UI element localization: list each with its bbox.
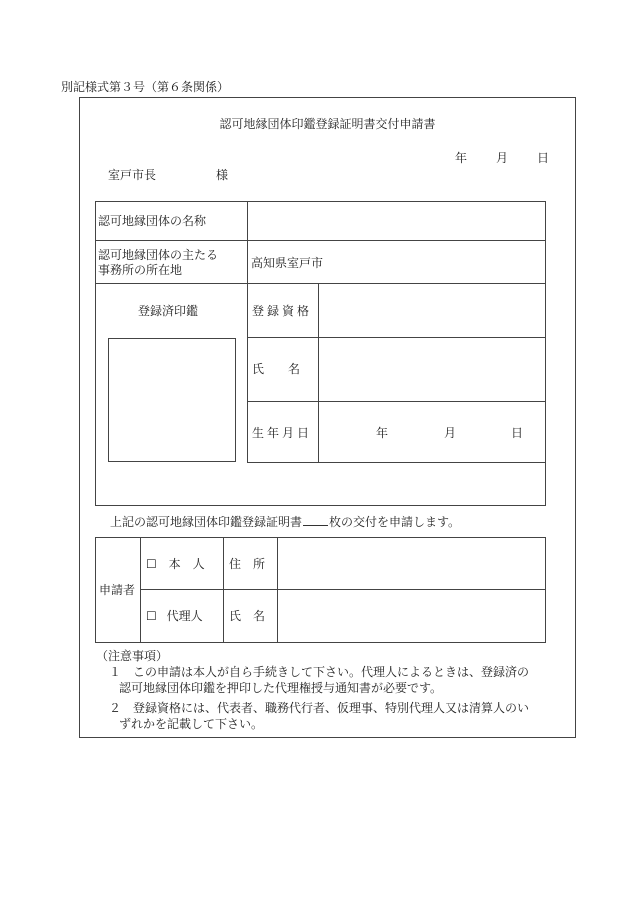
qualification-label: 登録資格 bbox=[252, 304, 313, 318]
birth-year-label: 年 bbox=[376, 426, 389, 440]
agent-label: 代理人 bbox=[166, 609, 203, 623]
date-year-label: 年 bbox=[455, 151, 468, 165]
note-2-line1: ２ 登録資格には、代表者、職務代行者、仮理事、特別代理人又は清算人のい bbox=[109, 701, 530, 715]
note-1-line2: 認可地縁団体印鑑を押印した代理権授与通知書が必要です。 bbox=[119, 681, 443, 695]
self-checkbox[interactable]: ☐ bbox=[146, 557, 157, 571]
addressee-name: 室戸市長 bbox=[108, 168, 157, 182]
self-option[interactable] bbox=[146, 557, 205, 571]
birth-month-label: 月 bbox=[444, 426, 457, 440]
birth-day-label: 日 bbox=[511, 426, 524, 440]
form-title: 認可地縁団体印鑑登録証明書交付申請書 bbox=[219, 117, 436, 131]
registered-seal-label: 登録済印鑑 bbox=[138, 304, 199, 318]
seal-stamp-box[interactable] bbox=[108, 338, 236, 462]
copies-count-field[interactable] bbox=[303, 515, 328, 526]
form-number-label: 別記様式第３号（第６条関係） bbox=[61, 80, 230, 94]
birthdate-label: 生年月日 bbox=[252, 426, 313, 440]
statement-text-after: 枚の交付を申請します。 bbox=[329, 515, 461, 529]
agent-name-label: 氏 名 bbox=[229, 609, 266, 623]
note-2-line2: ずれかを記載して下さい。 bbox=[119, 717, 264, 731]
name-label: 氏 名 bbox=[252, 362, 301, 376]
address-label: 住 所 bbox=[229, 557, 266, 571]
notes-heading: （注意事項） bbox=[96, 649, 169, 663]
org-name-label: 認可地縁団体の名称 bbox=[98, 214, 207, 228]
addressee-honorific: 様 bbox=[216, 168, 229, 182]
agent-option[interactable] bbox=[146, 609, 203, 623]
date-month-label: 月 bbox=[496, 151, 509, 165]
request-statement bbox=[110, 515, 460, 529]
agent-checkbox[interactable]: ☐ bbox=[146, 609, 157, 623]
applicant-label: 申請者 bbox=[99, 583, 136, 597]
statement-text-before: 上記の認可地縁団体印鑑登録証明書 bbox=[110, 515, 303, 529]
address-field[interactable] bbox=[278, 538, 545, 588]
office-location-value[interactable]: 高知県室戸市 bbox=[251, 256, 324, 270]
agent-name-field[interactable] bbox=[278, 590, 545, 642]
self-label: 本 人 bbox=[168, 557, 205, 571]
date-day-label: 日 bbox=[537, 151, 550, 165]
name-field[interactable] bbox=[319, 338, 545, 400]
org-name-field[interactable] bbox=[248, 202, 545, 239]
qualification-field[interactable] bbox=[319, 284, 545, 336]
office-label-line2: 事務所の所在地 bbox=[98, 263, 183, 277]
note-1-line1: １ この申請は本人が自ら手続きして下さい。代理人によるときは、登録済の bbox=[109, 665, 530, 679]
office-label-line1: 認可地縁団体の主たる bbox=[98, 248, 219, 262]
